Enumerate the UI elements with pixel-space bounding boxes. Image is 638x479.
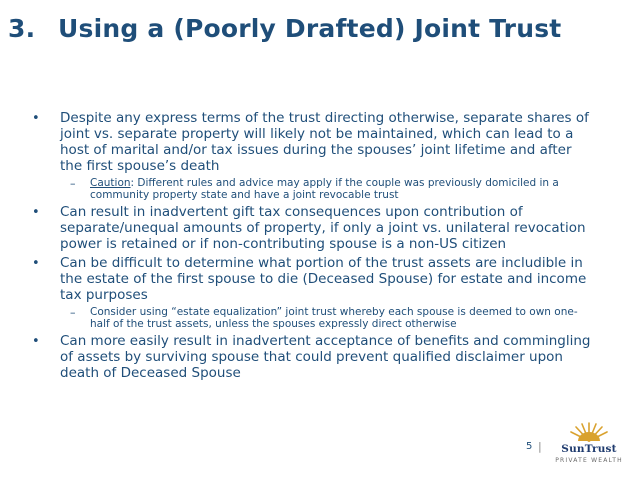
- caution-text: : Different rules and advice may apply if the couple was previously domiciled in a community property state and have a joint revocable trust: [90, 177, 559, 201]
- sub-bullet-item: [60, 306, 592, 330]
- suntrust-logo: [548, 421, 630, 469]
- dash-icon: –: [70, 306, 76, 319]
- dash-icon: –: [70, 177, 76, 190]
- slide-title: [8, 14, 561, 43]
- sub-bullet-text: Consider using “estate equalization” joint trust whereby each spouse is deemed to own one-half of the trust assets, unless the spouses expressly direct otherwise: [90, 306, 578, 330]
- bullet-icon: •: [32, 205, 40, 220]
- bullet-text: Can be difficult to determine what portion of the trust assets are includible in the estate of the first spouse to die (Deceased Spouse) for estate and income tax purposes: [60, 255, 587, 303]
- brand-name: SunTrust: [561, 443, 617, 455]
- bullet-icon: •: [32, 334, 40, 349]
- bullet-item: [32, 255, 592, 303]
- bullet-item: [32, 110, 592, 174]
- sub-bullet-item: [60, 177, 592, 201]
- bullet-text: Can result in inadvertent gift tax consequences upon contribution of separate/unequal amounts of property, if only a joint vs. unilateral revocation power is retained or if non-contributing spouse is a non-US citizen: [60, 204, 586, 252]
- caution-label: Caution: [90, 177, 131, 189]
- sun-icon: [566, 421, 612, 443]
- bullet-list: [32, 110, 592, 384]
- bullet-text: Can more easily result in inadvertent acceptance of benefits and commingling of assets by surviving spouse that could prevent qualified disclaimer upon death of Deceased Spouse: [60, 333, 591, 381]
- bullet-icon: •: [32, 256, 40, 271]
- bullet-item: [32, 204, 592, 252]
- bullet-text: Despite any express terms of the trust directing otherwise, separate shares of joint vs. separate property will likely not be maintained, which can lead to a host of marital and/or tax issues during the spouses’ joint lifetime and after the first spouse’s death: [60, 110, 589, 174]
- slide-title-number: 3.: [8, 14, 36, 43]
- sub-bullet-text: [90, 177, 592, 201]
- footer-separator: |: [538, 440, 542, 453]
- bullet-icon: •: [32, 111, 40, 126]
- page-number: 5: [526, 441, 533, 452]
- slide-title-text: Using a (Poorly Drafted) Joint Trust: [58, 14, 562, 43]
- bullet-item: [32, 333, 592, 381]
- brand-subtitle: PRIVATE WEALTH: [555, 457, 623, 464]
